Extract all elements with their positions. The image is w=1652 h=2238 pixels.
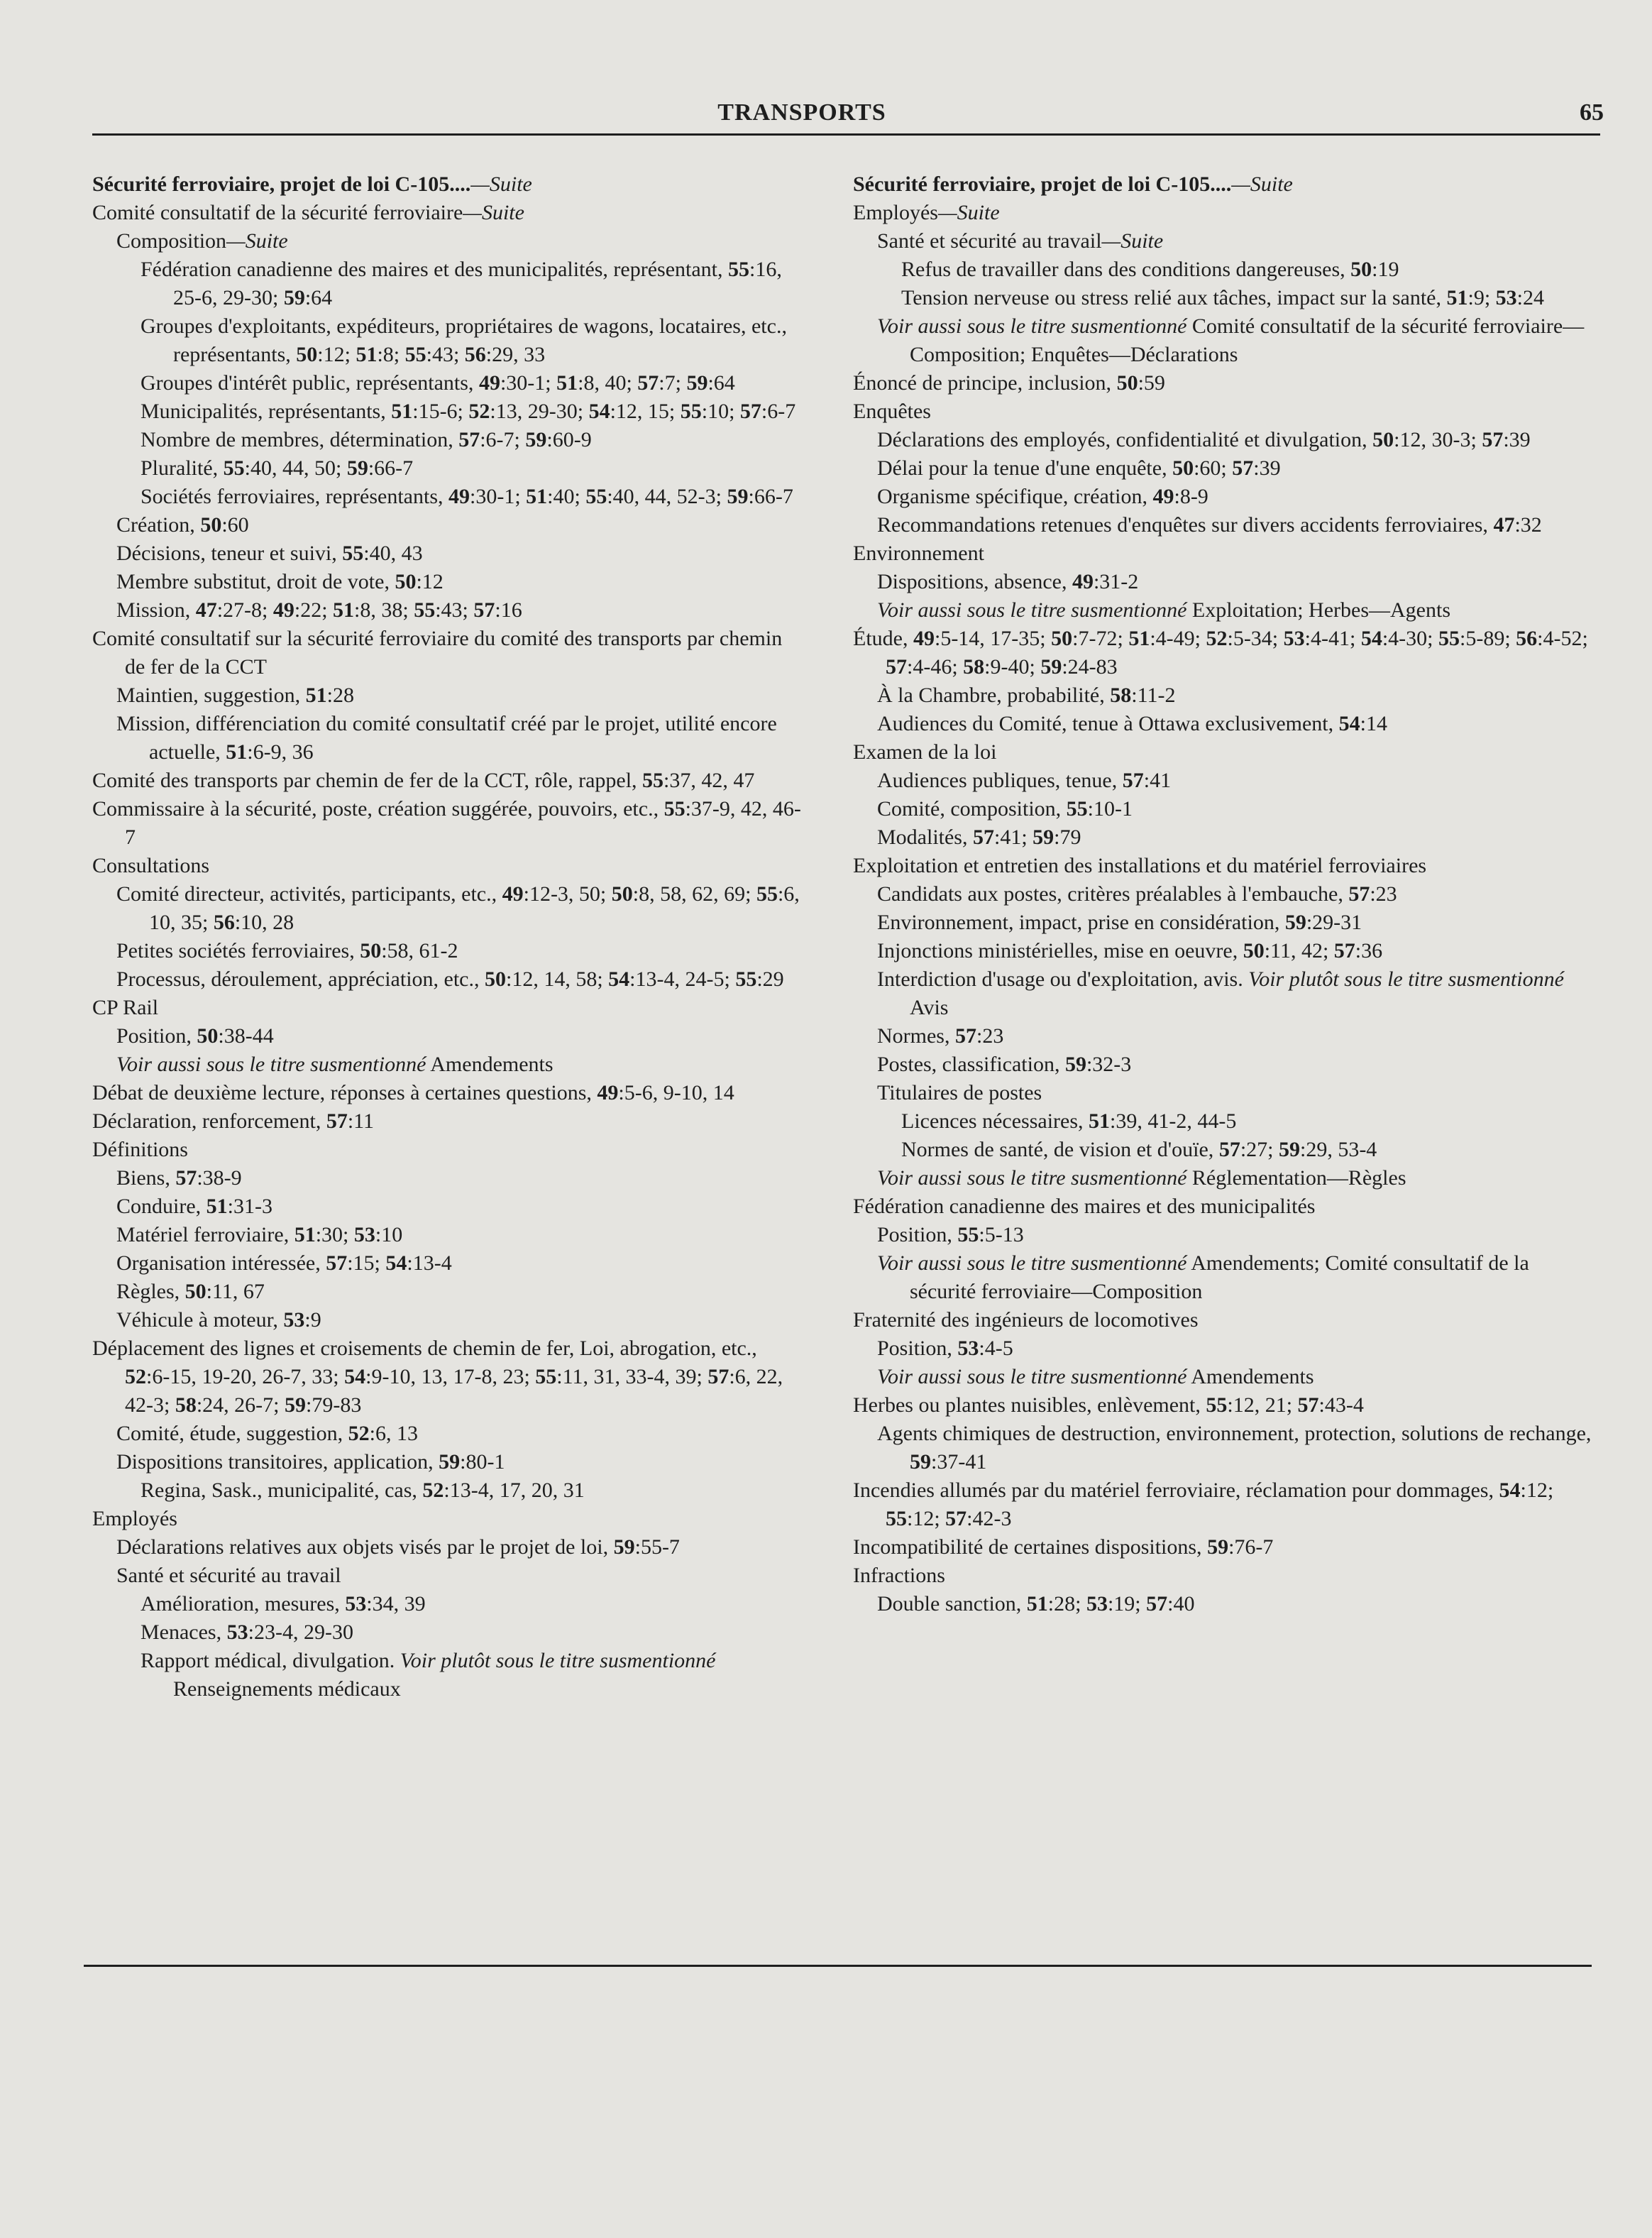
index-entry-left-3: Fédération canadienne des maires et des municipalités, représentant, 55:16, 25-6, 29-30; 59:64 bbox=[141, 258, 782, 309]
index-entry-left-25: Voir aussi sous le titre susmentionné Amendements bbox=[116, 1053, 554, 1076]
index-entry-left-32: Organisation intéressée, 57:15; 54:13-4 bbox=[116, 1251, 452, 1275]
index-entry-right-7: Enquêtes bbox=[853, 400, 931, 423]
header-rule bbox=[92, 133, 1600, 136]
index-entry-right-24: Environnement, impact, prise en considération, 59:29-31 bbox=[877, 911, 1362, 934]
index-entry-right-5: Voir aussi sous le titre susmentionné Comité consultatif de la sécurité ferroviaire—Composition; Enquêtes—Déclarations bbox=[877, 314, 1585, 366]
index-entry-left-18: Commissaire à la sécurité, poste, création suggérée, pouvoirs, etc., 55:37-9, 42, 46-7 bbox=[92, 797, 801, 849]
index-entry-right-38: Voir aussi sous le titre susmentionné Amendements bbox=[877, 1365, 1314, 1388]
index-entry-right-2: Santé et sécurité au travail—Suite bbox=[877, 229, 1164, 253]
index-entry-right-26: Interdiction d'usage ou d'exploitation, avis. Voir plutôt sous le titre susmentionné Avis bbox=[877, 967, 1564, 1019]
index-entry-left-40: Déclarations relatives aux objets visés par le projet de loi, 59:55-7 bbox=[116, 1535, 680, 1559]
footer-rule bbox=[84, 1965, 1592, 1967]
index-entry-left-29: Biens, 57:38-9 bbox=[116, 1166, 242, 1190]
index-column-right bbox=[853, 170, 1598, 1618]
index-entry-right-25: Injonctions ministérielles, mise en oeuvre, 50:11, 42; 57:36 bbox=[877, 939, 1383, 962]
continued-suffix: —Suite bbox=[938, 201, 1000, 224]
index-entry-left-21: Petites sociétés ferroviaires, 50:58, 61-2 bbox=[116, 939, 458, 962]
index-entry-right-23: Candidats aux postes, critères préalables à l'embauche, 57:23 bbox=[877, 882, 1397, 906]
index-heading-left-0: Sécurité ferroviaire, projet de loi C-105....—Suite bbox=[92, 172, 532, 196]
index-entry-left-9: Sociétés ferroviaires, représentants, 49:30-1; 51:40; 55:40, 44, 52-3; 59:66-7 bbox=[141, 485, 793, 508]
index-entry-right-33: Fédération canadienne des maires et des municipalités bbox=[853, 1195, 1316, 1218]
index-entry-left-7: Nombre de membres, détermination, 57:6-7; 59:60-9 bbox=[141, 428, 592, 451]
index-entry-left-14: Comité consultatif sur la sécurité ferroviaire du comité des transports par chemin de fer de la CCT bbox=[92, 627, 783, 679]
index-entry-right-42: Incompatibilité de certaines dispositions, 59:76-7 bbox=[853, 1535, 1274, 1559]
index-entry-left-16: Mission, différenciation du comité consultatif créé par le projet, utilité encore actuelle, 51:6-9, 36 bbox=[116, 712, 777, 764]
index-entry-right-6: Énoncé de principe, inclusion, 50:59 bbox=[853, 371, 1165, 395]
index-entry-right-20: Comité, composition, 55:10-1 bbox=[877, 797, 1133, 821]
index-entry-left-42: Amélioration, mesures, 53:34, 39 bbox=[141, 1592, 426, 1616]
index-entry-left-43: Menaces, 53:23-4, 29-30 bbox=[141, 1620, 353, 1644]
index-entry-left-19: Consultations bbox=[92, 854, 210, 877]
index-entry-left-2: Composition—Suite bbox=[116, 229, 288, 253]
continued-suffix: —Suite bbox=[1231, 172, 1293, 196]
index-entry-right-4: Tension nerveuse ou stress relié aux tâches, impact sur la santé, 51:9; 53:24 bbox=[901, 286, 1545, 309]
index-entry-right-35: Voir aussi sous le titre susmentionné Amendements; Comité consultatif de la sécurité ferroviaire—Composition bbox=[877, 1251, 1529, 1303]
index-entry-right-40: Agents chimiques de destruction, environnement, protection, solutions de rechange, 59:37-41 bbox=[877, 1422, 1592, 1474]
index-column-left bbox=[92, 170, 802, 1704]
index-entry-left-36: Comité, étude, suggestion, 52:6, 13 bbox=[116, 1422, 418, 1445]
index-entry-left-15: Maintien, suggestion, 51:28 bbox=[116, 684, 354, 707]
continued-suffix: —Suite bbox=[1101, 229, 1164, 253]
index-entry-left-13: Mission, 47:27-8; 49:22; 51:8, 38; 55:43; 57:16 bbox=[116, 598, 522, 622]
index-entry-left-27: Déclaration, renforcement, 57:11 bbox=[92, 1109, 375, 1133]
index-entry-right-41: Incendies allumés par du matériel ferroviaire, réclamation pour dommages, 54:12; 55:12; 57:42-3 bbox=[853, 1479, 1554, 1530]
index-entry-right-28: Postes, classification, 59:32-3 bbox=[877, 1053, 1132, 1076]
index-entry-right-15: Étude, 49:5-14, 17-35; 50:7-72; 51:4-49; 52:5-34; 53:4-41; 54:4-30; 55:5-89; 56:4-52; 57:4-46; 58:9-40; 59:24-83 bbox=[853, 627, 1588, 679]
index-entry-left-8: Pluralité, 55:40, 44, 50; 59:66-7 bbox=[141, 456, 414, 480]
index-entry-left-4: Groupes d'exploitants, expéditeurs, propriétaires de wagons, locataires, etc., représentants, 50:12; 51:8; 55:43; 56:29, 33 bbox=[141, 314, 787, 366]
index-entry-right-34: Position, 55:5-13 bbox=[877, 1223, 1024, 1246]
index-entry-left-30: Conduire, 51:31-3 bbox=[116, 1195, 272, 1218]
continued-suffix: —Suite bbox=[463, 201, 524, 224]
index-entry-left-23: CP Rail bbox=[92, 996, 159, 1019]
index-entry-right-3: Refus de travailler dans des conditions dangereuses, 50:19 bbox=[901, 258, 1399, 281]
index-entry-left-11: Décisions, teneur et suivi, 55:40, 43 bbox=[116, 542, 423, 565]
index-entry-right-32: Voir aussi sous le titre susmentionné Réglementation—Règles bbox=[877, 1166, 1406, 1190]
index-entry-right-30: Licences nécessaires, 51:39, 41-2, 44-5 bbox=[901, 1109, 1237, 1133]
index-entry-right-44: Double sanction, 51:28; 53:19; 57:40 bbox=[877, 1592, 1195, 1616]
index-entry-left-22: Processus, déroulement, appréciation, etc., 50:12, 14, 58; 54:13-4, 24-5; 55:29 bbox=[116, 967, 784, 991]
index-entry-right-1: Employés—Suite bbox=[853, 201, 1000, 224]
index-entry-left-17: Comité des transports par chemin de fer de la CCT, rôle, rappel, 55:37, 42, 47 bbox=[92, 769, 755, 792]
index-entry-left-31: Matériel ferroviaire, 51:30; 53:10 bbox=[116, 1223, 403, 1246]
index-entry-right-19: Audiences publiques, tenue, 57:41 bbox=[877, 769, 1172, 792]
index-entry-left-20: Comité directeur, activités, participants, etc., 49:12-3, 50; 50:8, 58, 62, 69; 55:6, 10, 35; 56:10, 28 bbox=[116, 882, 800, 934]
index-entry-right-18: Examen de la loi bbox=[853, 740, 997, 764]
index-entry-right-27: Normes, 57:23 bbox=[877, 1024, 1004, 1048]
page-header-title: TRANSPORTS bbox=[717, 99, 886, 126]
index-entry-right-14: Voir aussi sous le titre susmentionné Exploitation; Herbes—Agents bbox=[877, 598, 1451, 622]
index-entry-left-5: Groupes d'intérêt public, représentants, 49:30-1; 51:8, 40; 57:7; 59:64 bbox=[141, 371, 735, 395]
index-entry-left-1: Comité consultatif de la sécurité ferroviaire—Suite bbox=[92, 201, 524, 224]
index-entry-left-34: Véhicule à moteur, 53:9 bbox=[116, 1308, 321, 1332]
index-entry-right-11: Recommandations retenues d'enquêtes sur divers accidents ferroviaires, 47:32 bbox=[877, 513, 1542, 537]
index-entry-left-33: Règles, 50:11, 67 bbox=[116, 1280, 265, 1303]
continued-suffix: —Suite bbox=[226, 229, 288, 253]
continued-suffix: —Suite bbox=[470, 172, 532, 196]
index-entry-right-13: Dispositions, absence, 49:31-2 bbox=[877, 570, 1139, 593]
index-entry-left-24: Position, 50:38-44 bbox=[116, 1024, 274, 1048]
index-heading-right-0: Sécurité ferroviaire, projet de loi C-105....—Suite bbox=[853, 172, 1293, 196]
index-entry-right-36: Fraternité des ingénieurs de locomotives bbox=[853, 1308, 1199, 1332]
index-entry-right-8: Déclarations des employés, confidentialité et divulgation, 50:12, 30-3; 57:39 bbox=[877, 428, 1531, 451]
index-entry-right-29: Titulaires de postes bbox=[877, 1081, 1042, 1104]
index-entry-right-9: Délai pour la tenue d'une enquête, 50:60; 57:39 bbox=[877, 456, 1281, 480]
index-entry-left-12: Membre substitut, droit de vote, 50:12 bbox=[116, 570, 444, 593]
index-entry-right-22: Exploitation et entretien des installations et du matériel ferroviaires bbox=[853, 854, 1427, 877]
index-entry-left-26: Débat de deuxième lecture, réponses à certaines questions, 49:5-6, 9-10, 14 bbox=[92, 1081, 734, 1104]
index-entry-right-21: Modalités, 57:41; 59:79 bbox=[877, 825, 1081, 849]
index-entry-left-41: Santé et sécurité au travail bbox=[116, 1564, 341, 1587]
index-entry-left-28: Définitions bbox=[92, 1138, 188, 1161]
index-entry-left-38: Regina, Sask., municipalité, cas, 52:13-4, 17, 20, 31 bbox=[141, 1479, 585, 1502]
index-entry-right-37: Position, 53:4-5 bbox=[877, 1337, 1013, 1360]
index-entry-right-12: Environnement bbox=[853, 542, 984, 565]
index-entry-left-6: Municipalités, représentants, 51:15-6; 52:13, 29-30; 54:12, 15; 55:10; 57:6-7 bbox=[141, 400, 796, 423]
index-entry-right-17: Audiences du Comité, tenue à Ottawa exclusivement, 54:14 bbox=[877, 712, 1387, 735]
index-entry-right-16: À la Chambre, probabilité, 58:11-2 bbox=[877, 684, 1176, 707]
index-entry-right-10: Organisme spécifique, création, 49:8-9 bbox=[877, 485, 1208, 508]
index-entry-right-43: Infractions bbox=[853, 1564, 945, 1587]
index-entry-left-35: Déplacement des lignes et croisements de chemin de fer, Loi, abrogation, etc., 52:6-15, 19-20, 26-7, 33; 54:9-10, 13, 17-8, 23; 55:11, 31, 33-4, 39; 57:6, 22, 42-3; 58:24, 26-7; 59:79-83 bbox=[92, 1337, 783, 1417]
index-entry-right-39: Herbes ou plantes nuisibles, enlèvement, 55:12, 21; 57:43-4 bbox=[853, 1393, 1364, 1417]
index-entry-left-39: Employés bbox=[92, 1507, 177, 1530]
index-entry-left-44: Rapport médical, divulgation. Voir plutôt sous le titre susmentionné Renseignements médicaux bbox=[141, 1649, 716, 1701]
index-entry-right-31: Normes de santé, de vision et d'ouïe, 57:27; 59:29, 53-4 bbox=[901, 1138, 1377, 1161]
index-entry-left-10: Création, 50:60 bbox=[116, 513, 249, 537]
index-entry-left-37: Dispositions transitoires, application, 59:80-1 bbox=[116, 1450, 505, 1474]
page-number: 65 bbox=[1580, 99, 1604, 126]
